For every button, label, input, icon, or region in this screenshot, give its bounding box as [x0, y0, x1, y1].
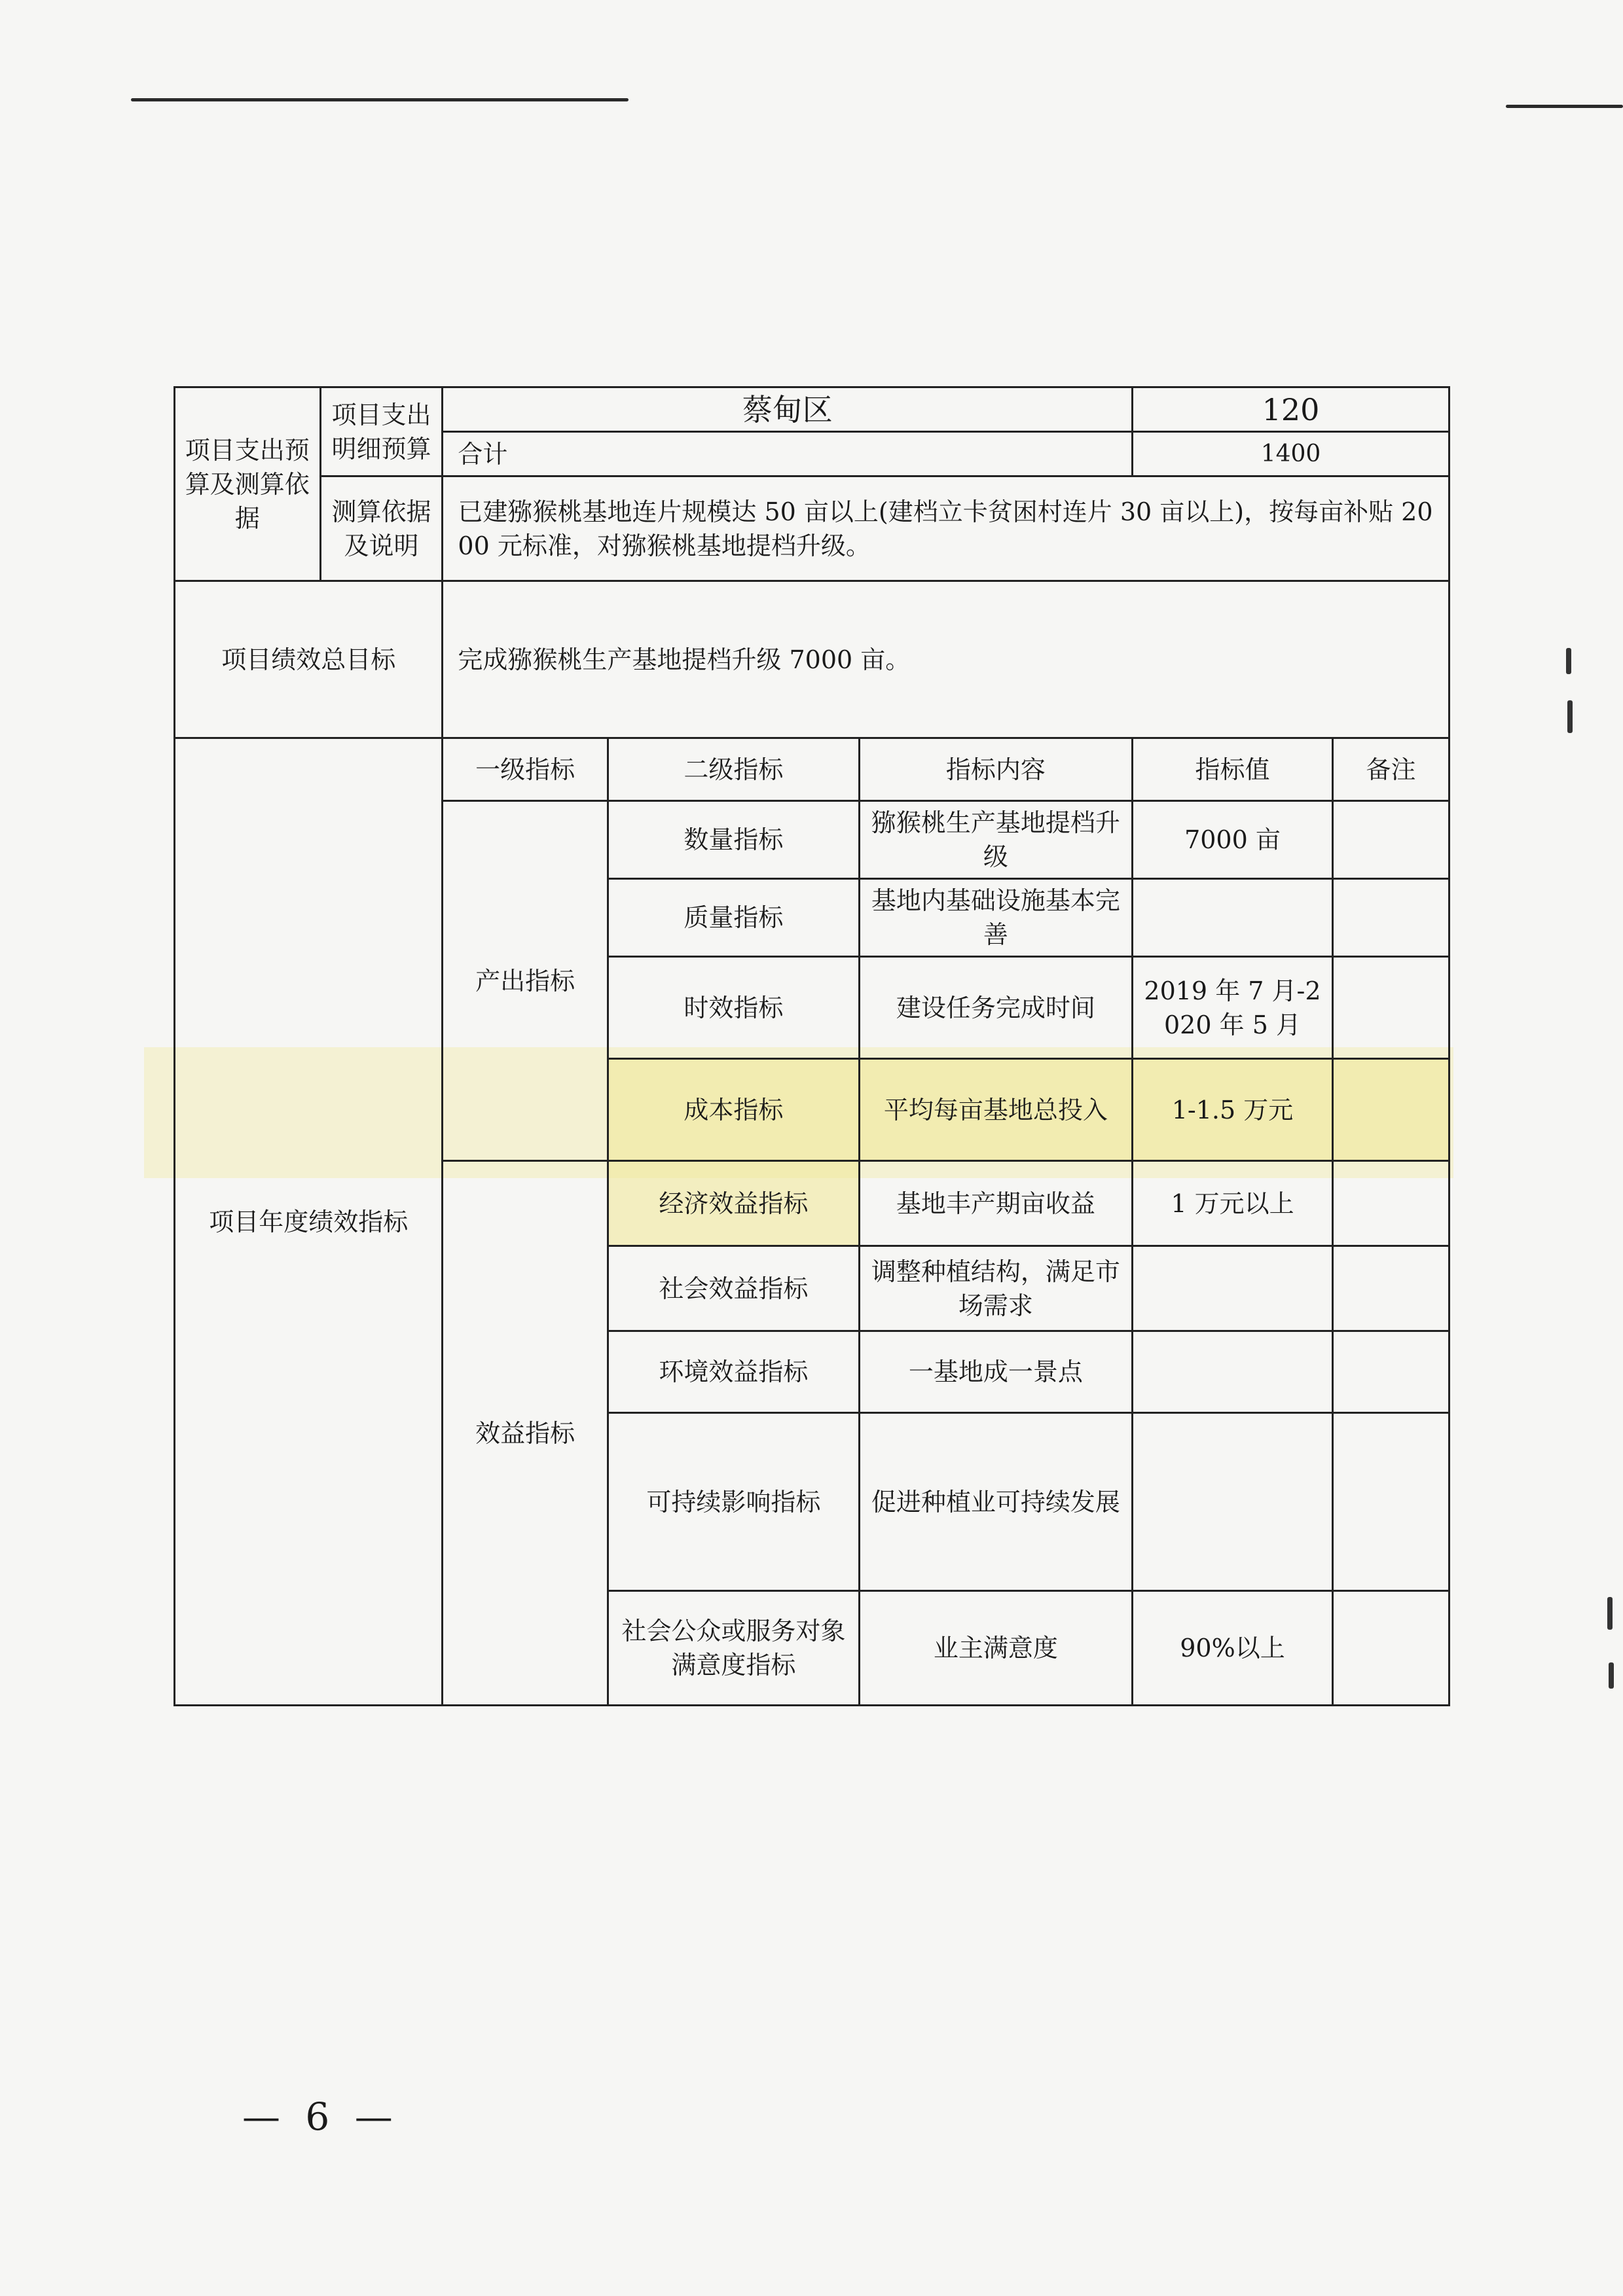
- value-cell: [1133, 1413, 1333, 1591]
- edge-mark: [1609, 1662, 1614, 1689]
- note-cell: [1332, 1331, 1449, 1413]
- note-cell: [1332, 957, 1449, 1059]
- level2-cell: 时效指标: [608, 957, 859, 1059]
- total-label: 合计: [443, 432, 1133, 476]
- value-cell: 7000 亩: [1133, 801, 1333, 879]
- edge-mark: [1567, 700, 1573, 733]
- header-value: 指标值: [1133, 738, 1333, 801]
- content-cell: 业主满意度: [859, 1591, 1132, 1706]
- benefit-label: 效益指标: [443, 1161, 608, 1706]
- header-note: 备注: [1332, 738, 1449, 801]
- content-cell: 建设任务完成时间: [859, 957, 1132, 1059]
- header-content: 指标内容: [859, 738, 1132, 801]
- value-cell: 1 万元以上: [1133, 1161, 1333, 1246]
- note-cell: [1332, 879, 1449, 957]
- content-cell: 一基地成一景点: [859, 1331, 1132, 1413]
- content-cell: 促进种植业可持续发展: [859, 1413, 1132, 1591]
- goal-label: 项目绩效总目标: [175, 581, 443, 738]
- top-rule-right: [1506, 105, 1623, 108]
- level2-cell: 数量指标: [608, 801, 859, 879]
- value-cell: 90%以上: [1133, 1591, 1333, 1706]
- note-cell: [1332, 801, 1449, 879]
- note-cell: [1332, 1161, 1449, 1246]
- note-cell: [1332, 1059, 1449, 1161]
- indicators-label: 项目年度绩效指标: [175, 738, 443, 1706]
- content-cell: 调整种植结构，满足市场需求: [859, 1246, 1132, 1331]
- edge-mark: [1607, 1597, 1613, 1630]
- level2-cell: 社会公众或服务对象满意度指标: [608, 1591, 859, 1706]
- level2-cell: 经济效益指标: [608, 1161, 859, 1246]
- region-name: 蔡甸区: [443, 387, 1133, 432]
- value-cell: [1133, 879, 1333, 957]
- level2-cell: 成本指标: [608, 1059, 859, 1161]
- basis-text: 已建猕猴桃基地连片规模达 50 亩以上(建档立卡贫困村连片 30 亩以上)，按每亩补贴 2000 元标准，对猕猴桃基地提档升级。: [443, 476, 1450, 581]
- page-number: — 6 —: [242, 2094, 399, 2139]
- content-cell: 平均每亩基地总投入: [859, 1059, 1132, 1161]
- level2-cell: 可持续影响指标: [608, 1413, 859, 1591]
- value-cell: [1133, 1331, 1333, 1413]
- content-cell: 基地内基础设施基本完善: [859, 879, 1132, 957]
- level2-cell: 质量指标: [608, 879, 859, 957]
- top-rule: [131, 98, 629, 101]
- level2-cell: 社会效益指标: [608, 1246, 859, 1331]
- value-cell: 1-1.5 万元: [1133, 1059, 1333, 1161]
- basis-label: 测算依据及说明: [320, 476, 443, 581]
- edge-mark: [1566, 648, 1571, 674]
- section-label: 项目支出预算及测算依据: [175, 387, 321, 581]
- goal-text: 完成猕猴桃生产基地提档升级 7000 亩。: [443, 581, 1450, 738]
- budget-table: [173, 386, 1450, 1706]
- note-cell: [1332, 1246, 1449, 1331]
- content-cell: 基地丰产期亩收益: [859, 1161, 1132, 1246]
- value-cell: 2019 年 7 月-2020 年 5 月: [1133, 957, 1333, 1059]
- value-cell: [1133, 1246, 1333, 1331]
- header-level2: 二级指标: [608, 738, 859, 801]
- note-cell: [1332, 1413, 1449, 1591]
- note-cell: [1332, 1591, 1449, 1706]
- header-level1: 一级指标: [443, 738, 608, 801]
- total-amount: 1400: [1133, 432, 1450, 476]
- detail-label: 项目支出明细预算: [320, 387, 443, 476]
- region-amount: 120: [1133, 387, 1450, 432]
- output-label: 产出指标: [443, 801, 608, 1161]
- content-cell: 猕猴桃生产基地提档升级: [859, 801, 1132, 879]
- level2-cell: 环境效益指标: [608, 1331, 859, 1413]
